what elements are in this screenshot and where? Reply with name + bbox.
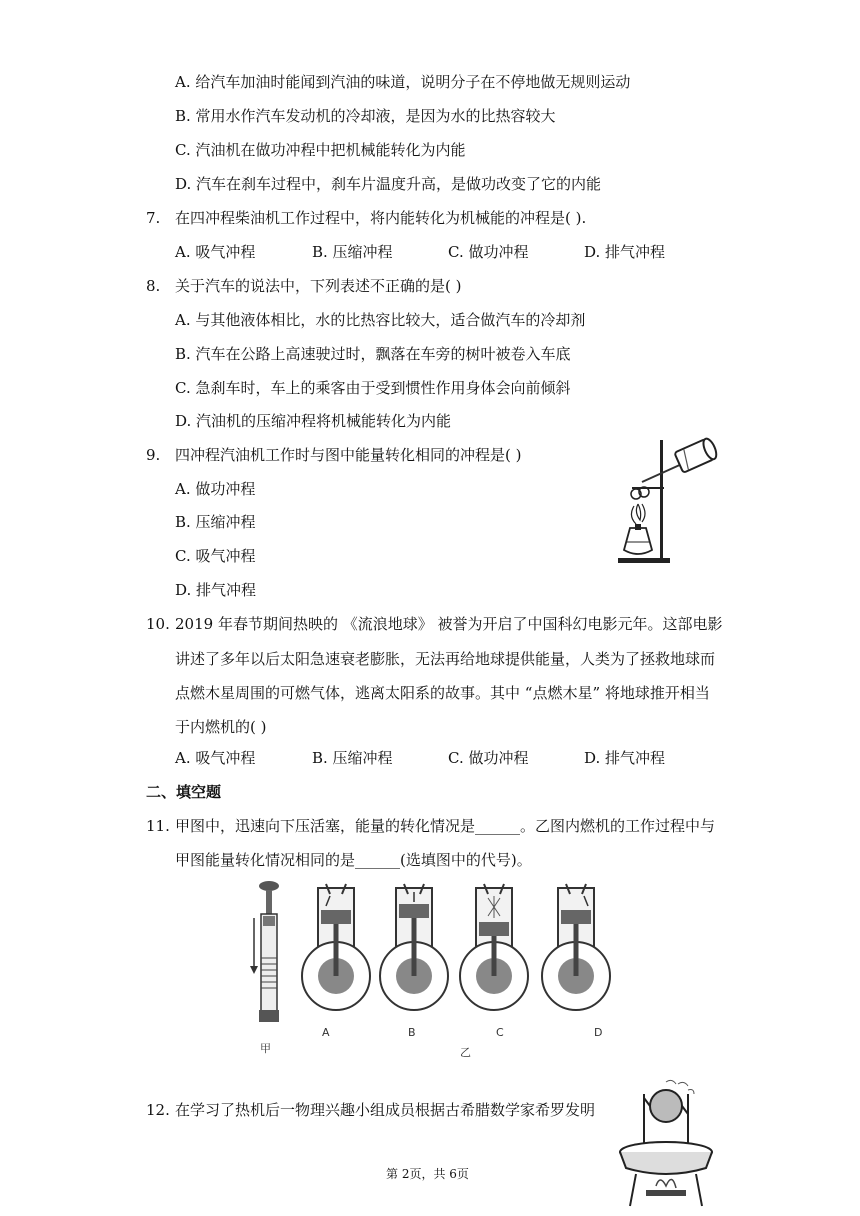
q12-number: 12. [146,1101,170,1119]
q10-stem-line1: 2019 年春节期间热映的 《流浪地球》 被誉为开启了中国科幻电影元年。这部电影 [175,615,723,633]
q10-option-c: C. 做功冲程 [448,749,529,767]
q7-option-d: D. 排气冲程 [584,243,666,261]
q11-stem-line1: 甲图中，迅速向下压活塞，能量的转化情况是______。乙图内燃机的工作过程中与 [175,817,716,835]
engine-stroke-b-drawing [380,884,448,1010]
q10-stem-line4: 于内燃机的( ) [175,718,267,736]
q7-option-c: C. 做功冲程 [448,243,529,261]
q10-option-b: B. 压缩冲程 [312,749,393,767]
q10-option-d: D. 排气冲程 [584,749,666,767]
aeolipile-figure [616,1076,728,1214]
q9-option-d: D. 排气冲程 [175,581,257,599]
q8-option-b: B. 汽车在公路上高速驶过时，飘落在车旁的树叶被卷入车底 [175,345,571,363]
fire-syringe-drawing [250,881,279,1022]
q11-number: 11. [146,817,170,835]
figure-label-c: C [496,1026,504,1039]
q9-option-c: C. 吸气冲程 [175,547,256,565]
engine-stroke-a-drawing [302,884,370,1010]
figure-label-jia: 甲 [260,1042,271,1055]
q7-number: 7. [146,209,161,227]
q8-option-c: C. 急刹车时，车上的乘客由于受到惯性作用身体会向前倾斜 [175,379,571,397]
q6-option-a: A. 给汽车加油时能闻到汽油的味道，说明分子在不停地做无规则运动 [175,73,631,91]
q9-stem: 四冲程汽油机工作时与图中能量转化相同的冲程是( ) [175,446,522,464]
q10-stem-line2: 讲述了多年以后太阳急速衰老膨胀，无法再给地球提供能量，人类为了拯救地球而 [175,650,716,668]
q9-option-b: B. 压缩冲程 [175,513,256,531]
q6-option-d: D. 汽车在刹车过程中，刹车片温度升高，是做功改变了它的内能 [175,175,602,193]
q11-stem-line2: 甲图能量转化情况相同的是______(选填图中的代号)。 [175,851,532,869]
section-title: 二、填空题 [146,783,222,801]
engine-stroke-c-drawing [460,884,528,1010]
q9-number: 9. [146,446,161,464]
test-tube-heating-figure [612,432,724,566]
page-footer: 第 2页，共 6页 [386,1167,469,1181]
q6-option-b: B. 常用水作汽车发动机的冷却液，是因为水的比热容较大 [175,107,556,125]
q7-stem: 在四冲程柴油机工作过程中，将内能转化为机械能的冲程是( ). [175,209,587,227]
engine-strokes-figure [248,878,628,1028]
q10-number: 10. [146,615,170,633]
figure-label-yi: 乙 [460,1046,471,1059]
engine-stroke-d-drawing [542,884,610,1010]
q8-number: 8. [146,277,161,295]
q9-option-a: A. 做功冲程 [175,480,256,498]
q6-option-c: C. 汽油机在做功冲程中把机械能转化为内能 [175,141,466,159]
q8-stem: 关于汽车的说法中，下列表述不正确的是( ) [175,277,462,295]
q7-option-b: B. 压缩冲程 [312,243,393,261]
figure-label-a: A [322,1026,330,1039]
q7-option-a: A. 吸气冲程 [175,243,256,261]
figure-label-b: B [408,1026,416,1039]
q12-stem-line1: 在学习了热机后一物理兴趣小组成员根据古希腊数学家希罗发明 [175,1101,596,1119]
q10-option-a: A. 吸气冲程 [175,749,256,767]
q10-stem-line3: 点燃木星周围的可燃气体，逃离太阳系的故事。其中 “点燃木星” 将地球推开相当 [175,684,710,702]
q8-option-d: D. 汽油机的压缩冲程将机械能转化为内能 [175,412,452,430]
figure-label-d: D [594,1026,603,1039]
q8-option-a: A. 与其他液体相比，水的比热容比较大，适合做汽车的冷却剂 [175,311,586,329]
